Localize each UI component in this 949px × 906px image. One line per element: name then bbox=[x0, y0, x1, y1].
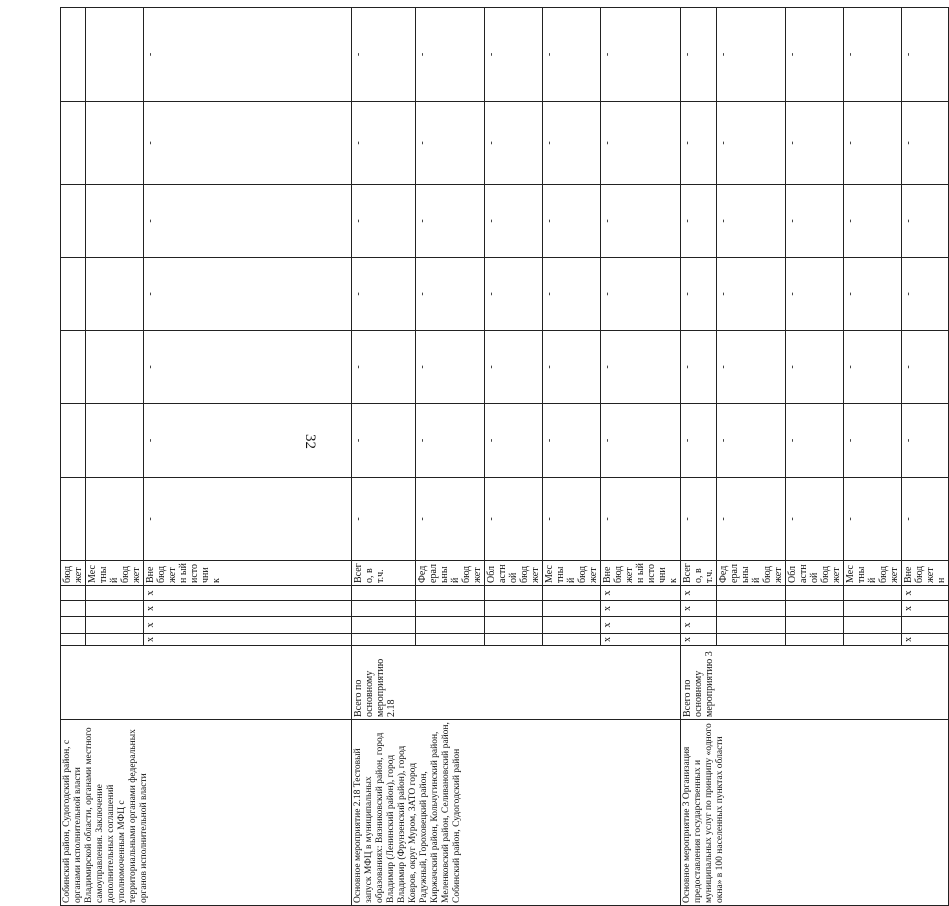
mark-cell: x bbox=[902, 601, 949, 617]
value-cell: - bbox=[601, 478, 681, 561]
mark-cell bbox=[485, 634, 543, 646]
value-cell: - bbox=[601, 8, 681, 102]
funding-source-cell: Местный бюджет bbox=[86, 561, 144, 586]
value-cell: - bbox=[543, 258, 601, 331]
funding-source-cell: Внебюджетн bbox=[902, 561, 949, 586]
value-cell bbox=[86, 258, 144, 331]
mark-cell: x bbox=[681, 601, 717, 617]
value-cell: - bbox=[543, 331, 601, 404]
rotated-page bbox=[60, 28, 947, 906]
mark-cell bbox=[543, 601, 601, 617]
mark-cell bbox=[485, 617, 543, 634]
value-cell bbox=[61, 102, 86, 185]
value-cell: - bbox=[902, 185, 949, 258]
event-name-cell: Основное мероприятие 2.18 Тестовый запуск МФЦ в муниципальных образованиях: Вязниковский район, город Владимир (Ленинский район), город Владимир (Фрунзенский район), город Ковров, округ Муром, ЗАТО город Радужный, Гороховецкий район, Киржачский район, Кольчугинский район, Меленковский район, Селивановский район, Собинский район, Судогодский район bbox=[352, 720, 681, 906]
value-cell: - bbox=[717, 102, 786, 185]
funding-source-cell: Областной бюджет bbox=[786, 561, 844, 586]
mark-cell bbox=[786, 634, 844, 646]
mark-cell: x bbox=[601, 634, 681, 646]
mark-cell bbox=[416, 617, 485, 634]
mark-cell bbox=[717, 586, 786, 601]
value-cell bbox=[86, 185, 144, 258]
mark-cell: x bbox=[144, 601, 352, 617]
value-cell: - bbox=[786, 478, 844, 561]
mark-cell bbox=[717, 601, 786, 617]
mark-cell bbox=[61, 634, 86, 646]
value-cell: - bbox=[144, 185, 352, 258]
mark-cell bbox=[61, 601, 86, 617]
mark-cell bbox=[485, 586, 543, 601]
value-cell: - bbox=[844, 102, 902, 185]
value-cell: - bbox=[717, 478, 786, 561]
value-cell: - bbox=[543, 102, 601, 185]
value-cell: - bbox=[681, 102, 717, 185]
mark-cell bbox=[416, 601, 485, 617]
value-cell bbox=[86, 331, 144, 404]
funding-source-cell: Всего, в т.ч. bbox=[681, 561, 717, 586]
funding-source-cell: Внебюджетн ый источник bbox=[601, 561, 681, 586]
value-cell: - bbox=[485, 331, 543, 404]
mark-cell bbox=[786, 586, 844, 601]
value-cell: - bbox=[601, 258, 681, 331]
value-cell: - bbox=[681, 258, 717, 331]
funding-source-cell: Местный бюджет bbox=[844, 561, 902, 586]
value-cell: - bbox=[416, 331, 485, 404]
value-cell: - bbox=[485, 258, 543, 331]
value-cell bbox=[61, 478, 86, 561]
value-cell: - bbox=[717, 8, 786, 102]
mark-cell bbox=[844, 617, 902, 634]
table-row bbox=[681, 8, 717, 906]
mark-cell bbox=[416, 634, 485, 646]
value-cell: - bbox=[352, 258, 416, 331]
value-cell: - bbox=[717, 331, 786, 404]
value-cell: - bbox=[144, 258, 352, 331]
mark-cell bbox=[416, 586, 485, 601]
value-cell: - bbox=[902, 8, 949, 102]
mark-cell: x bbox=[144, 586, 352, 601]
mark-cell: x bbox=[681, 586, 717, 601]
mark-cell bbox=[86, 634, 144, 646]
value-cell: - bbox=[144, 8, 352, 102]
value-cell bbox=[61, 331, 86, 404]
mark-cell bbox=[352, 617, 416, 634]
value-cell: - bbox=[844, 258, 902, 331]
event-name-cell: Основное мероприятие 3 Организация предоставления государственных и муниципальных услуг по принципу «одного окна» в 100 населенных пунктах области bbox=[681, 720, 949, 906]
value-cell: - bbox=[416, 185, 485, 258]
mark-cell bbox=[717, 634, 786, 646]
value-cell: - bbox=[352, 404, 416, 478]
mark-cell bbox=[352, 586, 416, 601]
mark-cell bbox=[86, 586, 144, 601]
value-cell: - bbox=[416, 102, 485, 185]
value-cell: - bbox=[681, 478, 717, 561]
funding-source-cell: Федеральный бюджет bbox=[717, 561, 786, 586]
value-cell: - bbox=[485, 8, 543, 102]
mark-cell: x bbox=[601, 617, 681, 634]
value-cell: - bbox=[786, 102, 844, 185]
mark-cell: x bbox=[902, 634, 949, 646]
funding-source-cell: Федеральный бюджет bbox=[416, 561, 485, 586]
value-cell: - bbox=[144, 478, 352, 561]
table-row bbox=[352, 8, 416, 906]
event-name-cell: Собинский район, Судогодский район, с органами исполнительной власти Владимирской области, органами местного самоуправления. Заключение дополнительных соглашений уполномоченным МФЦ с территориальными органами федеральных органов исполнительной власти bbox=[61, 720, 352, 906]
funding-source-cell: Внебюджетн ый источник bbox=[144, 561, 352, 586]
mark-cell bbox=[786, 617, 844, 634]
value-cell: - bbox=[786, 8, 844, 102]
value-cell bbox=[61, 8, 86, 102]
table-row bbox=[61, 8, 86, 906]
value-cell: - bbox=[601, 331, 681, 404]
value-cell: - bbox=[786, 185, 844, 258]
value-cell: - bbox=[786, 404, 844, 478]
value-cell: - bbox=[601, 185, 681, 258]
value-cell: - bbox=[902, 478, 949, 561]
mark-cell bbox=[86, 617, 144, 634]
mark-cell bbox=[352, 634, 416, 646]
mark-cell bbox=[844, 586, 902, 601]
value-cell: - bbox=[416, 258, 485, 331]
value-cell: - bbox=[543, 404, 601, 478]
funding-source-cell: Областной бюджет bbox=[485, 561, 543, 586]
mark-cell bbox=[543, 586, 601, 601]
value-cell: - bbox=[352, 185, 416, 258]
value-cell bbox=[86, 102, 144, 185]
value-cell: - bbox=[681, 404, 717, 478]
value-cell: - bbox=[902, 258, 949, 331]
value-cell: - bbox=[416, 478, 485, 561]
value-cell: - bbox=[844, 331, 902, 404]
value-cell bbox=[61, 185, 86, 258]
value-cell: - bbox=[543, 478, 601, 561]
value-cell: - bbox=[144, 102, 352, 185]
mark-cell: x bbox=[681, 634, 717, 646]
mark-cell bbox=[543, 634, 601, 646]
value-cell: - bbox=[352, 331, 416, 404]
value-cell: - bbox=[352, 478, 416, 561]
mark-cell bbox=[844, 601, 902, 617]
value-cell: - bbox=[717, 404, 786, 478]
mark-cell bbox=[717, 617, 786, 634]
value-cell: - bbox=[844, 185, 902, 258]
value-cell: - bbox=[543, 185, 601, 258]
value-cell: - bbox=[786, 258, 844, 331]
value-cell: - bbox=[352, 8, 416, 102]
total-label-cell bbox=[61, 646, 352, 720]
mark-cell bbox=[786, 601, 844, 617]
value-cell: - bbox=[681, 8, 717, 102]
value-cell: - bbox=[144, 331, 352, 404]
mark-cell bbox=[61, 586, 86, 601]
budget-table bbox=[60, 7, 949, 906]
total-label-cell: Всего по основному мероприятию 2.18 bbox=[352, 646, 681, 720]
value-cell: - bbox=[144, 404, 352, 478]
value-cell: - bbox=[902, 102, 949, 185]
total-label-cell: Всего по основному мероприятию 3 bbox=[681, 646, 949, 720]
value-cell: - bbox=[416, 404, 485, 478]
value-cell: - bbox=[485, 185, 543, 258]
mark-cell bbox=[61, 617, 86, 634]
value-cell: - bbox=[717, 185, 786, 258]
mark-cell bbox=[543, 617, 601, 634]
value-cell bbox=[61, 258, 86, 331]
mark-cell: x bbox=[144, 634, 352, 646]
value-cell bbox=[86, 404, 144, 478]
value-cell: - bbox=[844, 404, 902, 478]
mark-cell: x bbox=[902, 586, 949, 601]
mark-cell: x bbox=[681, 617, 717, 634]
value-cell bbox=[61, 404, 86, 478]
value-cell bbox=[86, 478, 144, 561]
value-cell: - bbox=[543, 8, 601, 102]
value-cell: - bbox=[485, 478, 543, 561]
value-cell: - bbox=[416, 8, 485, 102]
mark-cell bbox=[86, 601, 144, 617]
value-cell: - bbox=[786, 331, 844, 404]
funding-source-cell: бюджет bbox=[61, 561, 86, 586]
value-cell: - bbox=[681, 331, 717, 404]
value-cell: - bbox=[485, 102, 543, 185]
value-cell: - bbox=[601, 102, 681, 185]
value-cell bbox=[86, 8, 144, 102]
value-cell: - bbox=[485, 404, 543, 478]
mark-cell bbox=[485, 601, 543, 617]
funding-source-cell: Местный бюджет bbox=[543, 561, 601, 586]
mark-cell bbox=[352, 601, 416, 617]
mark-cell: x bbox=[601, 601, 681, 617]
value-cell: - bbox=[681, 185, 717, 258]
mark-cell: x bbox=[601, 586, 681, 601]
value-cell: - bbox=[902, 404, 949, 478]
value-cell: - bbox=[717, 258, 786, 331]
funding-source-cell: Всего, в т.ч. bbox=[352, 561, 416, 586]
mark-cell bbox=[844, 634, 902, 646]
value-cell: - bbox=[902, 331, 949, 404]
value-cell: - bbox=[352, 102, 416, 185]
mark-cell bbox=[902, 617, 949, 634]
value-cell: - bbox=[844, 8, 902, 102]
value-cell: - bbox=[601, 404, 681, 478]
value-cell: - bbox=[844, 478, 902, 561]
page-number: 32 bbox=[302, 434, 318, 449]
mark-cell: x bbox=[144, 617, 352, 634]
